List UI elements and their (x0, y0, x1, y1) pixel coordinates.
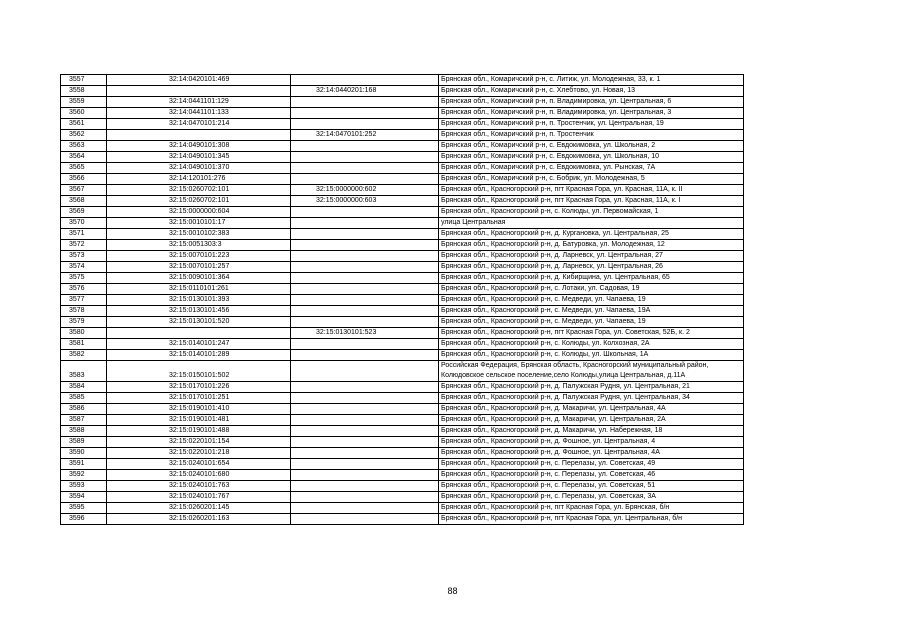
related-cadastral-number-cell (291, 97, 439, 108)
row-number-cell: 3588 (61, 426, 107, 437)
row-number-cell: 3567 (61, 185, 107, 196)
table-row (61, 251, 744, 262)
related-cadastral-number-cell (291, 174, 439, 185)
table-row (61, 141, 744, 152)
related-cadastral-number-cell (291, 119, 439, 130)
address-cell: Российская Федерация, Брянская область, Красногорский муниципальный район, Колюдовское сельское поселение,село Колюды,улица Центральная, д.11А (439, 361, 744, 382)
row-number-cell: 3573 (61, 251, 107, 262)
related-cadastral-number-cell (291, 141, 439, 152)
address-cell: Брянская обл., Красногорский р-н, с. Медведи, ул. Чапаева, 19 (439, 317, 744, 328)
address-cell: Брянская обл., Красногорский р-н, с. Лотаки, ул. Садовая, 19 (439, 284, 744, 295)
table-row (61, 328, 744, 339)
table-row (61, 295, 744, 306)
cadastral-number-cell: 32:14:0420101:469 (107, 75, 291, 86)
table-row (61, 382, 744, 393)
table-row (61, 514, 744, 525)
row-number-cell: 3576 (61, 284, 107, 295)
address-cell: Брянская обл., Красногорский р-н, д. Фошное, ул. Центральная, 4А (439, 448, 744, 459)
address-cell: Брянская обл., Красногорский р-н, с. Перелазы, ул. Советская, 49 (439, 459, 744, 470)
address-cell: Брянская обл., Комаричский р-н, с. Евдокимовка, ул. Школьная, 10 (439, 152, 744, 163)
related-cadastral-number-cell (291, 415, 439, 426)
related-cadastral-number-cell (291, 448, 439, 459)
row-number-cell: 3593 (61, 481, 107, 492)
related-cadastral-number-cell (291, 459, 439, 470)
cadastral-number-cell: 32:14:0441101:133 (107, 108, 291, 119)
related-cadastral-number-cell (291, 284, 439, 295)
address-cell: Брянская обл., Красногорский р-н, пгт Красная Гора, ул. Центральная, б/н (439, 514, 744, 525)
row-number-cell: 3581 (61, 339, 107, 350)
cadastral-number-cell: 32:15:0051303:3 (107, 240, 291, 251)
registry-table (60, 74, 744, 525)
address-cell: Брянская обл., Комаричский р-н, с. Евдокимовка, ул. Рынская, 7А (439, 163, 744, 174)
address-cell: Брянская обл., Красногорский р-н, пгт Красная Гора, ул. Брянская, б/н (439, 503, 744, 514)
related-cadastral-number-cell (291, 229, 439, 240)
address-cell: Брянская обл., Красногорский р-н, пгт Красная Гора, ул. Советская, 52Б, к. 2 (439, 328, 744, 339)
cadastral-number-cell: 32:15:0130101:520 (107, 317, 291, 328)
cadastral-number-cell: 32:15:0150101:502 (107, 361, 291, 382)
row-number-cell: 3589 (61, 437, 107, 448)
table-row (61, 306, 744, 317)
related-cadastral-number-cell (291, 437, 439, 448)
row-number-cell: 3568 (61, 196, 107, 207)
table-row (61, 339, 744, 350)
row-number-cell: 3563 (61, 141, 107, 152)
row-number-cell: 3587 (61, 415, 107, 426)
address-cell: Брянская обл., Красногорский р-н, с. Колюды, ул. Первомайская, 1 (439, 207, 744, 218)
row-number-cell: 3580 (61, 328, 107, 339)
table-row (61, 492, 744, 503)
address-cell: Брянская обл., Красногорский р-н, д. Батуровка, ул. Молодежная, 12 (439, 240, 744, 251)
related-cadastral-number-cell (291, 361, 439, 382)
cadastral-number-cell: 32:15:0140101:247 (107, 339, 291, 350)
address-cell: Брянская обл., Красногорский р-н, д. Макаричи, ул. Центральная, 2А (439, 415, 744, 426)
cadastral-number-cell (107, 328, 291, 339)
row-number-cell: 3578 (61, 306, 107, 317)
row-number-cell: 3569 (61, 207, 107, 218)
related-cadastral-number-cell: 32:15:0000000:602 (291, 185, 439, 196)
table-row (61, 174, 744, 185)
cadastral-number-cell: 32:15:0220101:218 (107, 448, 291, 459)
address-cell: Брянская обл., Комаричский р-н, п. Тростенчик (439, 130, 744, 141)
related-cadastral-number-cell (291, 273, 439, 284)
cadastral-number-cell: 32:15:0070101:257 (107, 262, 291, 273)
related-cadastral-number-cell (291, 503, 439, 514)
related-cadastral-number-cell (291, 317, 439, 328)
cadastral-number-cell: 32:15:0260702:101 (107, 196, 291, 207)
table-row (61, 448, 744, 459)
row-number-cell: 3586 (61, 404, 107, 415)
table-row (61, 503, 744, 514)
address-cell: Брянская обл., Красногорский р-н, с. Медведи, ул. Чапаева, 19 (439, 295, 744, 306)
related-cadastral-number-cell (291, 339, 439, 350)
row-number-cell: 3570 (61, 218, 107, 229)
table-row (61, 273, 744, 284)
row-number-cell: 3591 (61, 459, 107, 470)
table-row (61, 481, 744, 492)
related-cadastral-number-cell: 32:14:0440201:168 (291, 86, 439, 97)
row-number-cell: 3565 (61, 163, 107, 174)
related-cadastral-number-cell (291, 350, 439, 361)
related-cadastral-number-cell (291, 295, 439, 306)
row-number-cell: 3579 (61, 317, 107, 328)
address-cell: Брянская обл., Комаричский р-н, п. Владимировка, ул. Центральная, 6 (439, 97, 744, 108)
cadastral-number-cell: 32:15:0170101:226 (107, 382, 291, 393)
row-number-cell: 3574 (61, 262, 107, 273)
cadastral-number-cell: 32:15:0260201:163 (107, 514, 291, 525)
table-row (61, 415, 744, 426)
cadastral-number-cell: 32:14:0490101:370 (107, 163, 291, 174)
address-cell: Брянская обл., Красногорский р-н, с. Медведи, ул. Чапаева, 19А (439, 306, 744, 317)
cadastral-number-cell: 32:15:0190101:481 (107, 415, 291, 426)
row-number-cell: 3596 (61, 514, 107, 525)
table-row (61, 229, 744, 240)
row-number-cell: 3559 (61, 97, 107, 108)
related-cadastral-number-cell (291, 207, 439, 218)
cadastral-number-cell: 32:15:0110101:261 (107, 284, 291, 295)
address-cell: Брянская обл., Красногорский р-н, д. Ларневск, ул. Центральная, 26 (439, 262, 744, 273)
cadastral-number-cell: 32:15:0000000:604 (107, 207, 291, 218)
cadastral-number-cell: 32:15:0130101:456 (107, 306, 291, 317)
table-row (61, 75, 744, 86)
address-cell: Брянская обл., Красногорский р-н, д. Ларневск, ул. Центральная, 27 (439, 251, 744, 262)
row-number-cell: 3595 (61, 503, 107, 514)
registry-table-body (61, 75, 744, 525)
cadastral-number-cell: 32:15:0220101:154 (107, 437, 291, 448)
cadastral-number-cell: 32:15:0010102:383 (107, 229, 291, 240)
row-number-cell: 3584 (61, 382, 107, 393)
row-number-cell: 3575 (61, 273, 107, 284)
row-number-cell: 3571 (61, 229, 107, 240)
table-row (61, 97, 744, 108)
cadastral-number-cell: 32:14:120101:276 (107, 174, 291, 185)
table-row (61, 350, 744, 361)
address-cell: Брянская обл., Красногорский р-н, с. Колюды, ул. Колхозная, 2А (439, 339, 744, 350)
related-cadastral-number-cell (291, 426, 439, 437)
address-cell: Брянская обл., Красногорский р-н, с. Перелазы, ул. Советская, 46 (439, 470, 744, 481)
address-cell: Брянская обл., Красногорский р-н, с. Перелазы, ул. Советская, 51 (439, 481, 744, 492)
table-row (61, 196, 744, 207)
table-row (61, 393, 744, 404)
table-row (61, 459, 744, 470)
related-cadastral-number-cell (291, 163, 439, 174)
address-cell: Брянская обл., Красногорский р-н, с. Перелазы, ул. Советская, 3А (439, 492, 744, 503)
table-row (61, 317, 744, 328)
row-number-cell: 3590 (61, 448, 107, 459)
table-row (61, 130, 744, 141)
address-cell: Брянская обл., Красногорский р-н, д. Макаричи, ул. Набережная, 18 (439, 426, 744, 437)
related-cadastral-number-cell (291, 262, 439, 273)
address-cell: Брянская обл., Комаричский р-н, п. Тростенчик, ул. Центральная, 19 (439, 119, 744, 130)
page-number: 88 (447, 586, 458, 596)
related-cadastral-number-cell (291, 152, 439, 163)
row-number-cell: 3577 (61, 295, 107, 306)
related-cadastral-number-cell (291, 218, 439, 229)
related-cadastral-number-cell (291, 306, 439, 317)
table-row (61, 361, 744, 382)
table-row (61, 152, 744, 163)
address-cell: Брянская обл., Красногорский р-н, д. Палужская Рудня, ул. Центральная, 21 (439, 382, 744, 393)
cadastral-number-cell (107, 130, 291, 141)
cadastral-number-cell: 32:15:0010101:17 (107, 218, 291, 229)
cadastral-number-cell: 32:15:0240101:767 (107, 492, 291, 503)
address-cell: Брянская обл., Красногорский р-н, д. Кибирщина, ул. Центральная, 65 (439, 273, 744, 284)
table-row (61, 262, 744, 273)
related-cadastral-number-cell (291, 240, 439, 251)
cadastral-number-cell: 32:15:0090101:364 (107, 273, 291, 284)
related-cadastral-number-cell (291, 75, 439, 86)
table-row (61, 426, 744, 437)
address-cell: Брянская обл., Красногорский р-н, д. Кургановка, ул. Центральная, 25 (439, 229, 744, 240)
table-row (61, 86, 744, 97)
cadastral-number-cell: 32:14:0490101:308 (107, 141, 291, 152)
address-cell: Брянская обл., Комаричский р-н, с. Евдокимовка, ул. Школьная, 2 (439, 141, 744, 152)
table-row (61, 119, 744, 130)
related-cadastral-number-cell (291, 514, 439, 525)
cadastral-number-cell: 32:14:0441101:129 (107, 97, 291, 108)
row-number-cell: 3561 (61, 119, 107, 130)
related-cadastral-number-cell (291, 251, 439, 262)
related-cadastral-number-cell (291, 404, 439, 415)
related-cadastral-number-cell (291, 108, 439, 119)
table-row (61, 240, 744, 251)
cadastral-number-cell: 32:15:0140101:289 (107, 350, 291, 361)
address-cell: Брянская обл., Комаричский р-н, с. Хлебтово, ул. Новая, 13 (439, 86, 744, 97)
related-cadastral-number-cell: 32:15:0130101:523 (291, 328, 439, 339)
row-number-cell: 3583 (61, 361, 107, 382)
row-number-cell: 3557 (61, 75, 107, 86)
cadastral-number-cell: 32:15:0170101:251 (107, 393, 291, 404)
row-number-cell: 3594 (61, 492, 107, 503)
cadastral-number-cell: 32:15:0190101:410 (107, 404, 291, 415)
related-cadastral-number-cell (291, 492, 439, 503)
address-cell: Брянская обл., Красногорский р-н, д. Палужская Рудня, ул. Центральная, 34 (439, 393, 744, 404)
cadastral-number-cell: 32:15:0260201:145 (107, 503, 291, 514)
related-cadastral-number-cell: 32:15:0000000:603 (291, 196, 439, 207)
address-cell: Брянская обл., Комаричский р-н, с. Литиж, ул. Молодежная, 33, к. 1 (439, 75, 744, 86)
address-cell: Брянская обл., Комаричский р-н, п. Владимировка, ул. Центральная, 3 (439, 108, 744, 119)
cadastral-number-cell: 32:15:0240101:654 (107, 459, 291, 470)
cadastral-number-cell: 32:15:0070101:223 (107, 251, 291, 262)
related-cadastral-number-cell: 32:14:0470101:252 (291, 130, 439, 141)
address-cell: Брянская обл., Комаричский р-н, с. Бобрик, ул. Молодежная, 5 (439, 174, 744, 185)
cadastral-number-cell (107, 86, 291, 97)
table-row (61, 470, 744, 481)
cadastral-number-cell: 32:14:0490101:345 (107, 152, 291, 163)
table-row (61, 404, 744, 415)
table-row (61, 185, 744, 196)
address-cell: Брянская обл., Красногорский р-н, д. Макаричи, ул. Центральная, 4А (439, 404, 744, 415)
row-number-cell: 3585 (61, 393, 107, 404)
related-cadastral-number-cell (291, 481, 439, 492)
row-number-cell: 3582 (61, 350, 107, 361)
row-number-cell: 3566 (61, 174, 107, 185)
related-cadastral-number-cell (291, 393, 439, 404)
address-cell: Брянская обл., Красногорский р-н, пгт Красная Гора, ул. Красная, 11А, к. I (439, 196, 744, 207)
cadastral-number-cell: 32:14:0470101:214 (107, 119, 291, 130)
cadastral-number-cell: 32:15:0240101:680 (107, 470, 291, 481)
row-number-cell: 3572 (61, 240, 107, 251)
cadastral-number-cell: 32:15:0130101:393 (107, 295, 291, 306)
related-cadastral-number-cell (291, 382, 439, 393)
table-row (61, 108, 744, 119)
row-number-cell: 3560 (61, 108, 107, 119)
table-row (61, 163, 744, 174)
address-cell: Брянская обл., Красногорский р-н, д. Фошное, ул. Центральная, 4 (439, 437, 744, 448)
cadastral-number-cell: 32:15:0240101:763 (107, 481, 291, 492)
row-number-cell: 3592 (61, 470, 107, 481)
row-number-cell: 3564 (61, 152, 107, 163)
row-number-cell: 3562 (61, 130, 107, 141)
table-row (61, 207, 744, 218)
cadastral-number-cell: 32:15:0260702:101 (107, 185, 291, 196)
related-cadastral-number-cell (291, 470, 439, 481)
row-number-cell: 3558 (61, 86, 107, 97)
table-row (61, 437, 744, 448)
address-cell: Брянская обл., Красногорский р-н, с. Колюды, ул. Школьная, 1А (439, 350, 744, 361)
address-cell: Брянская обл., Красногорский р-н, пгт Красная Гора, ул. Красная, 11А, к. II (439, 185, 744, 196)
table-row (61, 284, 744, 295)
cadastral-number-cell: 32:15:0190101:488 (107, 426, 291, 437)
address-cell: улица Центральная (439, 218, 744, 229)
table-row (61, 218, 744, 229)
